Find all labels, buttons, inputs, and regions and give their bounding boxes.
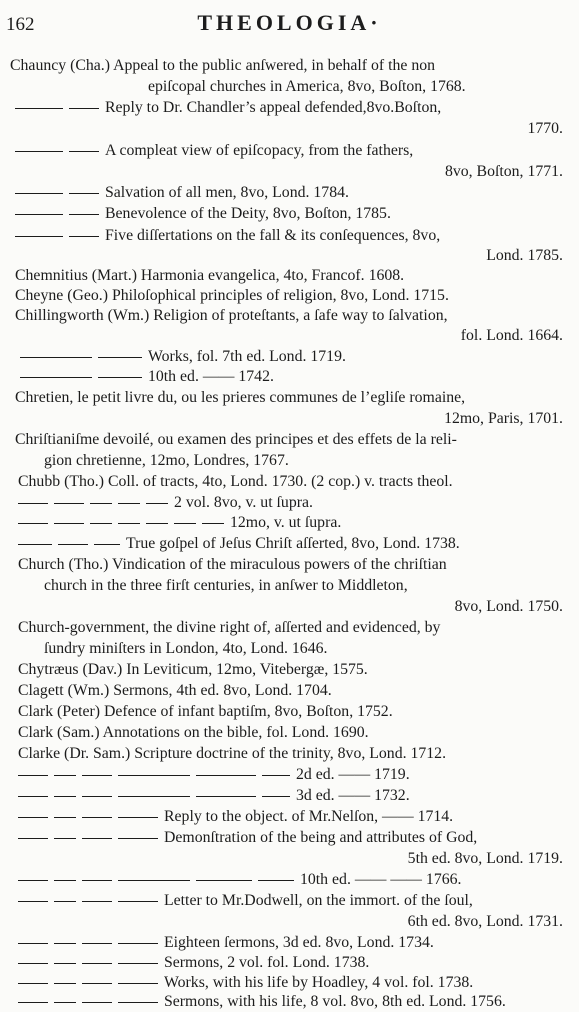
catalog-line: [18, 765, 410, 785]
ditto-rule: [82, 963, 112, 964]
entry-text: gion chretienne, 12mo, Londres, 1767.: [44, 452, 289, 469]
entry-text: 6th ed. 8vo, Lond. 1731.: [407, 913, 563, 930]
entry-text: Sermons, with his life, 8 vol. 8vo, 8th ed. Lond. 1756.: [164, 993, 506, 1010]
catalog-line: [18, 534, 460, 554]
entry-text: Chriſtianiſme devoilé, ou examen des principes et des effets de la reli-: [15, 431, 457, 448]
entry-text: 12mo, v. ut ſupra.: [230, 514, 342, 531]
entry-text: Clark (Peter) Defence of infant baptiſm, 8vo, Boſton, 1752.: [18, 703, 393, 720]
ditto-rule: [118, 983, 158, 984]
ditto-rule: [82, 943, 112, 944]
ditto-rule: [196, 880, 252, 881]
ditto-rule: [54, 838, 76, 839]
ditto-rule: [54, 983, 76, 984]
ditto-rule: [90, 523, 112, 524]
ditto-rule: [258, 880, 294, 881]
entry-text: 10th ed. —— —— 1766.: [300, 871, 462, 888]
ditto-rule: [118, 796, 190, 797]
ditto-rule: [94, 544, 120, 545]
ditto-rule: [54, 880, 76, 881]
catalog-line: [44, 451, 289, 471]
catalog-line: [445, 162, 563, 182]
catalog-line: [461, 326, 563, 346]
catalog-line: [15, 430, 457, 450]
catalog-line: [10, 56, 435, 76]
entry-text: 5th ed. 8vo, Lond. 1719.: [407, 850, 563, 867]
ditto-rule: [54, 943, 76, 944]
ditto-rule: [54, 503, 84, 504]
catalog-line: [15, 141, 413, 161]
catalog-line: [18, 618, 440, 638]
entry-text: Church (Tho.) Vindication of the miraculous powers of the chriſtian: [18, 556, 447, 573]
entry-text: Chretien, le petit livre du, ou les prieres communes de l’egliſe romaine,: [15, 389, 466, 406]
catalog-line: [18, 555, 447, 575]
entry-text: Demonſtration of the being and attributes of God,: [164, 829, 478, 846]
entry-text: Church-government, the divine right of, aſſerted and evidenced, by: [18, 619, 441, 636]
entry-text: Lond. 1785.: [486, 247, 563, 264]
catalog-line: [18, 493, 313, 513]
entry-text: Clark (Sam.) Annotations on the bible, fol. Lond. 1690.: [18, 724, 369, 741]
catalog-line: [18, 786, 410, 806]
ditto-rule: [18, 796, 48, 797]
entry-text: 3d ed. —— 1732.: [296, 787, 410, 804]
ditto-rule: [54, 1002, 76, 1003]
catalog-line: [15, 204, 391, 224]
catalog-line: [20, 347, 346, 367]
catalog-line: [15, 98, 441, 118]
entry-text: ſundry miniſters in London, 4to, Lond. 1646.: [44, 640, 328, 657]
ditto-rule: [69, 214, 99, 215]
catalog-line: [18, 973, 473, 993]
entry-text: Reply to the object. of Mr.Nelſon, —— 1714.: [164, 808, 454, 825]
ditto-rule: [18, 838, 48, 839]
entry-text: Chytræus (Dav.) In Leviticum, 12mo, Vitebergæ, 1575.: [18, 661, 368, 678]
entry-text: Works, with his life by Hoadley, 4 vol. fol. 1738.: [164, 974, 474, 991]
ditto-rule: [15, 108, 63, 109]
page-number: 162: [6, 14, 35, 35]
catalog-line: [148, 77, 466, 97]
catalog-line: [18, 992, 506, 1012]
ditto-rule: [82, 838, 112, 839]
ditto-rule: [54, 963, 76, 964]
catalog-line: [15, 226, 440, 246]
catalog-line: [15, 183, 349, 203]
entry-text: 8vo, Lond. 1750.: [454, 598, 563, 615]
ditto-rule: [18, 943, 48, 944]
ditto-rule: [69, 236, 99, 237]
entry-text: Reply to Dr. Chandler’s appeal defended,8vo.Boſton,: [105, 99, 442, 116]
entry-text: Chubb (Tho.) Coll. of tracts, 4to, Lond. 1730. (2 cop.) v. tracts theol.: [18, 473, 453, 490]
ditto-rule: [18, 901, 48, 902]
entry-text: 12mo, Paris, 1701.: [444, 410, 563, 427]
ditto-rule: [82, 983, 112, 984]
entry-text: Chillingworth (Wm.) Religion of proteſtants, a ſafe way to ſalvation,: [15, 307, 448, 324]
ditto-rule: [174, 523, 196, 524]
catalog-line: [18, 472, 453, 492]
ditto-rule: [18, 1002, 48, 1003]
catalog-line: [486, 246, 563, 266]
ditto-rule: [90, 503, 112, 504]
catalog-line: [18, 828, 477, 848]
ditto-rule: [118, 943, 158, 944]
ditto-rule: [118, 1002, 158, 1003]
catalog-line: [18, 870, 461, 890]
ditto-rule: [18, 817, 48, 818]
entry-text: A compleat view of epiſcopacy, from the fathers,: [105, 142, 414, 159]
catalog-line: [408, 849, 563, 869]
ditto-rule: [118, 817, 158, 818]
catalog-line: [18, 744, 446, 764]
ditto-rule: [98, 377, 142, 378]
ditto-rule: [20, 377, 92, 378]
catalog-line: [15, 266, 404, 286]
entry-text: church in the three firſt centuries, in anſwer to Middleton,: [44, 577, 408, 594]
entry-text: 2 vol. 8vo, v. ut ſupra.: [174, 494, 313, 511]
catalog-line: [44, 576, 408, 596]
ditto-rule: [262, 796, 290, 797]
catalog-line: [15, 306, 448, 326]
ditto-rule: [98, 357, 142, 358]
entry-text: Letter to Mr.Dodwell, on the immort. of the ſoul,: [164, 892, 473, 909]
entry-text: 10th ed. —— 1742.: [148, 368, 274, 385]
page-title: THEOLOGIA·: [197, 10, 382, 35]
ditto-rule: [118, 503, 140, 504]
ditto-rule: [118, 775, 190, 776]
ditto-rule: [69, 151, 99, 152]
catalog-line: [408, 912, 563, 932]
entry-text: Chauncy (Cha.) Appeal to the public anſwered, in behalf of the non: [10, 57, 436, 74]
ditto-rule: [54, 796, 76, 797]
ditto-rule: [54, 775, 76, 776]
ditto-rule: [15, 193, 63, 194]
catalog-line: [20, 367, 274, 387]
entry-text: 2d ed. —— 1719.: [296, 766, 410, 783]
ditto-rule: [118, 838, 158, 839]
catalog-line: [18, 660, 368, 680]
catalog-line: [18, 953, 369, 973]
catalog-line: [15, 388, 465, 408]
entry-text: fol. Lond. 1664.: [460, 327, 563, 344]
catalog-line: [15, 286, 449, 306]
catalog-line: [18, 933, 434, 953]
catalog-line: [18, 702, 393, 722]
ditto-rule: [118, 880, 190, 881]
ditto-rule: [18, 544, 52, 545]
ditto-rule: [118, 901, 158, 902]
ditto-rule: [69, 193, 99, 194]
entry-text: True goſpel of Jeſus Chriſt aſſerted, 8vo, Lond. 1738.: [126, 535, 460, 552]
ditto-rule: [18, 963, 48, 964]
entry-text: Benevolence of the Deity, 8vo, Boſton, 1785.: [105, 205, 391, 222]
ditto-rule: [262, 775, 290, 776]
ditto-rule: [18, 983, 48, 984]
catalog-line: [18, 723, 369, 743]
ditto-rule: [15, 214, 63, 215]
entry-text: Clagett (Wm.) Sermons, 4th ed. 8vo, Lond. 1704.: [18, 682, 332, 699]
ditto-rule: [20, 357, 92, 358]
catalog-line: [444, 409, 563, 429]
ditto-rule: [82, 1002, 112, 1003]
ditto-rule: [202, 523, 224, 524]
entry-text: Salvation of all men, 8vo, Lond. 1784.: [105, 184, 349, 201]
catalog-line: [44, 639, 327, 659]
ditto-rule: [118, 523, 140, 524]
catalog-line: [527, 119, 563, 139]
ditto-rule: [18, 503, 48, 504]
ditto-rule: [196, 775, 256, 776]
entry-text: 1770.: [527, 120, 563, 137]
ditto-rule: [18, 880, 48, 881]
ditto-rule: [69, 108, 99, 109]
catalog-line: [18, 513, 341, 533]
ditto-rule: [15, 151, 63, 152]
ditto-rule: [18, 523, 48, 524]
entry-text: Chemnitius (Mart.) Harmonia evangelica, 4to, Francof. 1608.: [15, 267, 405, 284]
entry-text: Sermons, 2 vol. fol. Lond. 1738.: [164, 954, 370, 971]
ditto-rule: [146, 523, 168, 524]
ditto-rule: [118, 963, 158, 964]
entry-text: Works, fol. 7th ed. Lond. 1719.: [148, 348, 346, 365]
entry-text: Five diſſertations on the fall & its conſequences, 8vo,: [105, 227, 441, 244]
ditto-rule: [82, 817, 112, 818]
ditto-rule: [82, 775, 112, 776]
entry-text: Eighteen ſermons, 3d ed. 8vo, Lond. 1734.: [164, 934, 434, 951]
ditto-rule: [58, 544, 88, 545]
ditto-rule: [18, 775, 48, 776]
catalog-line: [18, 891, 473, 911]
ditto-rule: [82, 880, 112, 881]
ditto-rule: [146, 503, 168, 504]
ditto-rule: [196, 796, 256, 797]
ditto-rule: [82, 796, 112, 797]
catalog-line: [18, 807, 453, 827]
ditto-rule: [82, 901, 112, 902]
catalog-line: [455, 597, 563, 617]
entry-text: Cheyne (Geo.) Philoſophical principles of religion, 8vo, Lond. 1715.: [15, 287, 449, 304]
ditto-rule: [54, 523, 84, 524]
entry-text: epiſcopal churches in America, 8vo, Boſton, 1768.: [148, 78, 466, 95]
ditto-rule: [54, 901, 76, 902]
entry-text: 8vo, Boſton, 1771.: [444, 163, 563, 180]
ditto-rule: [54, 817, 76, 818]
entry-text: Clarke (Dr. Sam.) Scripture doctrine of the trinity, 8vo, Lond. 1712.: [18, 745, 447, 762]
catalog-line: [18, 681, 332, 701]
ditto-rule: [15, 236, 63, 237]
